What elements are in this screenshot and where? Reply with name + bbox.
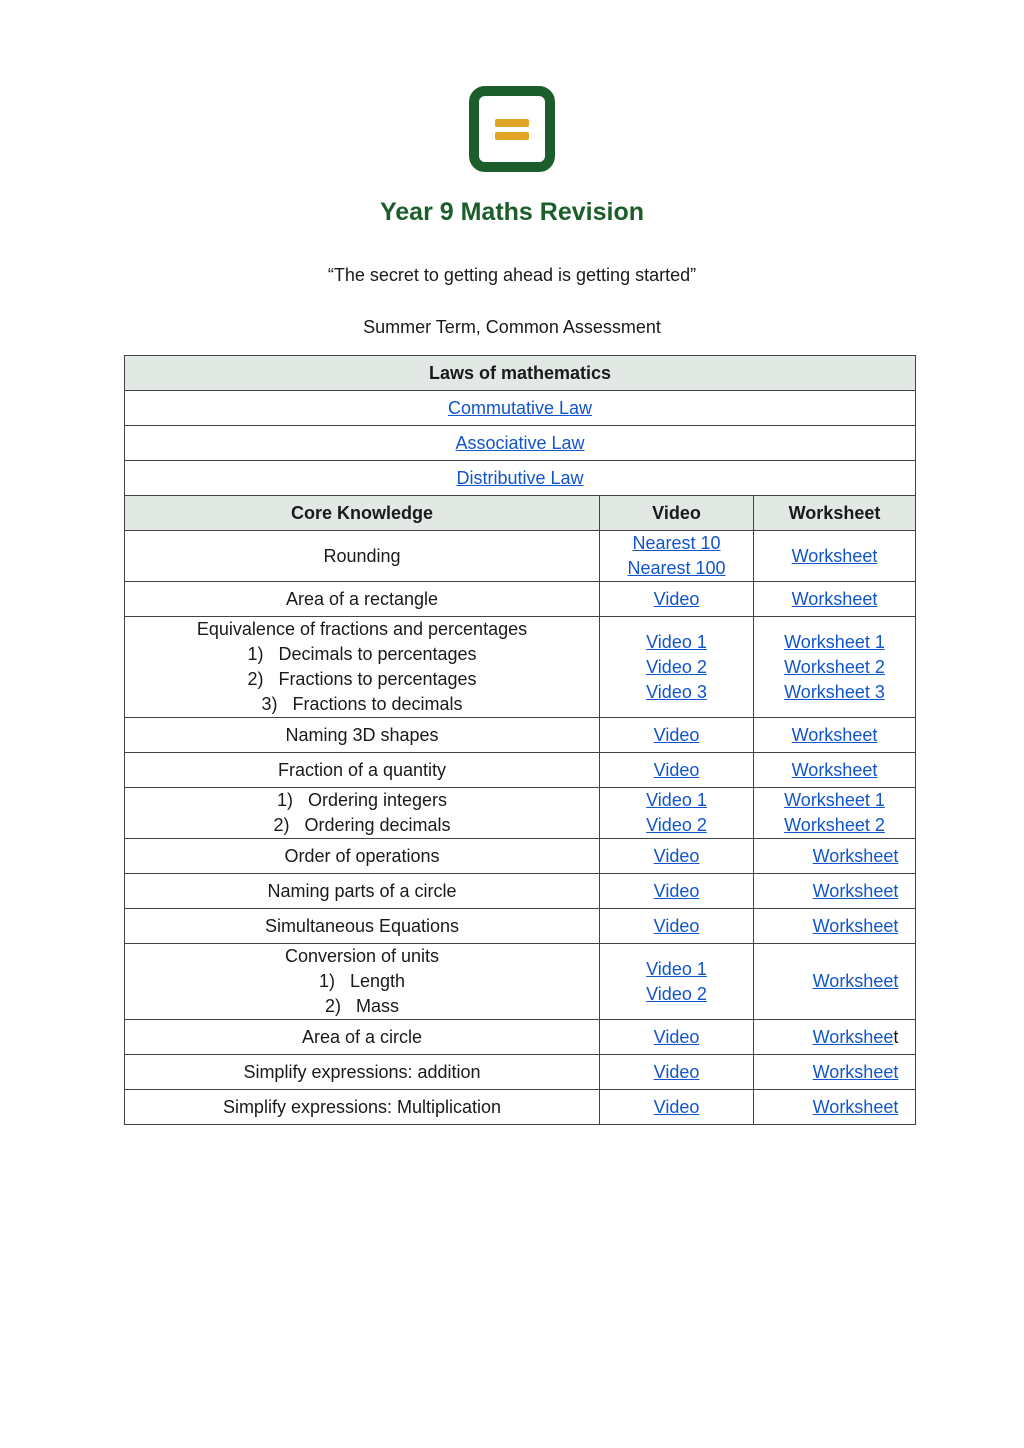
topic-cell: Simplify expressions: Multiplication — [125, 1090, 600, 1125]
video-link[interactable]: Video 2 — [646, 815, 707, 835]
worksheet-link[interactable]: Worksheet — [791, 759, 878, 780]
term-subtitle: Summer Term, Common Assessment — [363, 317, 661, 337]
revision-table — [124, 355, 916, 1125]
topic-cell: Area of a rectangle — [125, 582, 600, 617]
law-row — [125, 391, 916, 426]
logo-bar-top — [495, 119, 529, 127]
laws-header-row — [125, 356, 916, 391]
worksheet-link[interactable]: Worksheet 3 — [784, 681, 885, 702]
video-link[interactable]: Video — [653, 880, 700, 901]
video-link[interactable]: Video — [653, 1061, 700, 1082]
worksheet-link[interactable]: Worksheet — [812, 880, 899, 901]
worksheet-link[interactable]: Worksheet — [812, 915, 899, 936]
page-title: Year 9 Maths Revision — [379, 198, 644, 226]
worksheet-link[interactable]: Workshee — [812, 1026, 894, 1047]
worksheet-link[interactable]: Worksheet — [791, 545, 878, 566]
video-link[interactable]: Video 2 — [646, 983, 707, 1004]
laws-header: Laws of mathematics — [125, 356, 916, 391]
worksheet-link[interactable]: Worksheet 1 — [784, 790, 885, 810]
video-link[interactable]: Video 2 — [646, 656, 707, 677]
topic-cell: Naming parts of a circle — [125, 874, 600, 909]
worksheet-link[interactable]: Worksheet 2 — [784, 815, 885, 835]
table-row — [125, 531, 916, 582]
topic-heading: Equivalence of fractions and percentages — [196, 619, 528, 639]
video-link[interactable]: Video — [653, 588, 700, 609]
subtopic: 3) Fractions to decimals — [261, 694, 463, 714]
video-link[interactable]: Nearest 10 — [632, 533, 721, 553]
law-row — [125, 426, 916, 461]
associative-law-link[interactable]: Associative Law — [455, 432, 585, 453]
topic-cell: Simultaneous Equations — [125, 909, 600, 944]
subtopic: 1) Ordering integers — [276, 790, 448, 810]
subtopic: 2) Fractions to percentages — [247, 669, 477, 689]
topic-cell: Order of operations — [125, 839, 600, 874]
topic-heading: Conversion of units — [284, 946, 440, 966]
worksheet-link[interactable]: Worksheet — [812, 1096, 899, 1117]
distributive-law-link[interactable]: Distributive Law — [456, 467, 584, 488]
subtopic: 2) Ordering decimals — [273, 815, 451, 835]
topic-cell: Rounding — [125, 531, 600, 582]
video-link[interactable]: Video 3 — [646, 681, 707, 702]
video-link[interactable]: Video — [653, 915, 700, 936]
worksheet-link[interactable]: Worksheet — [812, 1061, 899, 1082]
video-link[interactable]: Video 1 — [646, 958, 707, 979]
core-header-row — [125, 496, 916, 531]
video-header: Video — [600, 496, 754, 531]
worksheet-link[interactable]: Worksheet — [812, 971, 899, 991]
table-row — [125, 718, 916, 753]
topic-cell: Naming 3D shapes — [125, 718, 600, 753]
topic-cell: Simplify expressions: addition — [125, 1055, 600, 1090]
table-row — [125, 1090, 916, 1125]
table-row — [125, 1055, 916, 1090]
law-row — [125, 461, 916, 496]
worksheet-link[interactable]: Worksheet — [791, 724, 878, 745]
table-row — [125, 1020, 916, 1055]
worksheet-link[interactable]: Worksheet 1 — [784, 631, 885, 652]
core-knowledge-header: Core Knowledge — [125, 496, 600, 531]
video-link[interactable]: Video — [653, 1026, 700, 1047]
quote: “The secret to getting ahead is getting started” — [327, 265, 697, 285]
subtopic: 1) Decimals to percentages — [247, 644, 477, 664]
worksheet-header: Worksheet — [754, 496, 916, 531]
subtopic: 1) Length — [318, 971, 406, 991]
topic-cell: Area of a circle — [125, 1020, 600, 1055]
worksheet-link[interactable]: Worksheet — [812, 845, 899, 866]
table-row — [125, 788, 916, 839]
table-row — [125, 944, 916, 1020]
table-row — [125, 874, 916, 909]
video-link[interactable]: Video 1 — [646, 631, 707, 652]
video-link[interactable]: Video — [653, 845, 700, 866]
video-link[interactable]: Video — [653, 724, 700, 745]
table-row — [125, 617, 916, 718]
table-row — [125, 753, 916, 788]
video-link[interactable]: Nearest 100 — [627, 558, 726, 578]
logo — [469, 86, 555, 172]
video-link[interactable]: Video — [653, 759, 700, 780]
subtopic: 2) Mass — [324, 996, 399, 1016]
video-link[interactable]: Video 1 — [646, 790, 707, 810]
worksheet-trailing-text: t — [893, 1026, 899, 1047]
worksheet-link[interactable]: Worksheet 2 — [784, 656, 885, 677]
table-row — [125, 909, 916, 944]
topic-cell: Fraction of a quantity — [125, 753, 600, 788]
logo-bar-bottom — [495, 132, 529, 140]
worksheet-link[interactable]: Worksheet — [791, 588, 878, 609]
table-row — [125, 839, 916, 874]
commutative-law-link[interactable]: Commutative Law — [447, 397, 593, 418]
table-row — [125, 582, 916, 617]
video-link[interactable]: Video — [653, 1096, 700, 1117]
